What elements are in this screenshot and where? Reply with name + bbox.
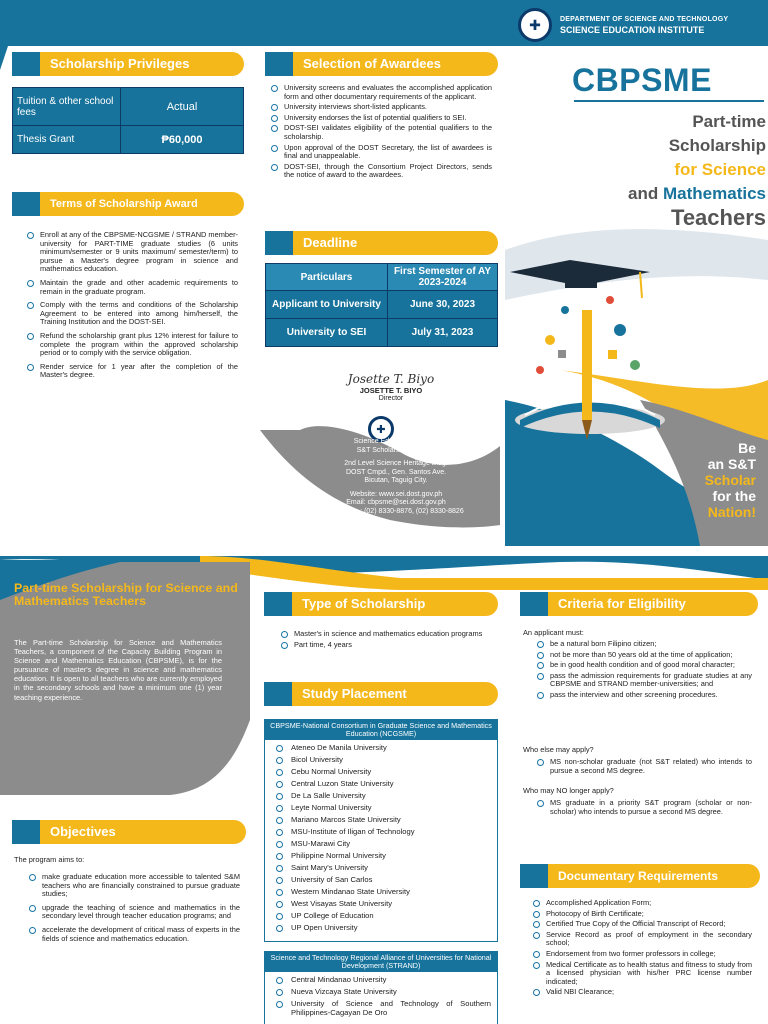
list-item: Certified True Copy of the Official Transcript of Record;	[532, 920, 752, 929]
ncgsme-box	[264, 719, 498, 942]
criteria-list	[536, 640, 752, 702]
list-item: be in good health condition and of good moral character;	[536, 661, 752, 670]
dost-branding	[518, 6, 762, 44]
strand-heading: Science and Technology Regional Alliance of Universities for National Development (STRAND)	[265, 952, 497, 972]
list-item: Central Mindanao University	[275, 976, 491, 985]
list-item: Bicol University	[275, 756, 491, 765]
list-item: DOST-SEI validates eligibility of the potential qualifiers to the scholarship.	[270, 124, 492, 141]
office-website: Website: www.sei.dost.gov.ph	[349, 490, 443, 498]
list-item: Leyte Normal University	[275, 804, 491, 813]
list-item: Endorsement from two former professors in college;	[532, 950, 752, 959]
office-info	[300, 438, 492, 516]
list-item: Medical Certificate as to health status and fitness to study from a licensed physician with his/her PRC license number indicated;	[532, 961, 752, 987]
strand-list	[265, 972, 497, 1017]
list-item: University of Science and Technology of Southern Philippines-Cagayan De Oro	[275, 1000, 491, 1017]
list-item: Photocopy of Birth Certificate;	[532, 910, 752, 919]
list-item: DOST-SEI, through the Consortium Project Directors, sends the notice of award to the awardees.	[270, 163, 492, 180]
selection-heading: Selection of Awardees	[265, 52, 498, 76]
who-else-list	[536, 758, 752, 777]
list-item: MSU-Institute of Iligan of Technology	[275, 828, 491, 837]
type-heading: Type of Scholarship	[264, 592, 498, 616]
signatory	[326, 372, 456, 402]
dost-logo-icon: ✚	[518, 8, 552, 42]
list-item: upgrade the teaching of science and mathematics in the secondary level through teacher education programs; and	[28, 904, 240, 921]
who-else-heading: Who else may apply?	[523, 745, 594, 754]
table-row	[266, 291, 498, 319]
deadline-table	[265, 263, 498, 347]
type-list	[280, 630, 494, 651]
who-not-heading: Who may NO longer apply?	[523, 786, 614, 795]
list-item: Nueva Vizcaya State University	[275, 988, 491, 997]
signatory-name: JOSETTE T. BIYO	[359, 386, 423, 395]
list-item: Refund the scholarship grant plus 12% interest for failure to complete the program within the approved scholarship period or to comply with the service obligation.	[26, 332, 238, 358]
selection-list	[270, 84, 492, 182]
privilege-value: ₱60,000	[121, 126, 244, 154]
office-address-2: DOST Cmpd., Gen. Santos Ave.	[345, 468, 447, 476]
list-item: pass the interview and other screening procedures.	[536, 691, 752, 700]
list-item: MS non-scholar graduate (not S&T related) who intends to pursue a second MS degree.	[536, 758, 752, 775]
privilege-value: Actual	[121, 88, 244, 126]
list-item: Upon approval of the DOST Secretary, the list of awardees is final and unappealable.	[270, 144, 492, 161]
list-item: make graduate education more accessible to talented S&M teachers who are financially constrained to pursue graduate studies;	[28, 873, 240, 899]
list-item: Mariano Marcos State University	[275, 816, 491, 825]
deadline-label: University to SEI	[266, 319, 388, 347]
table-row	[266, 319, 498, 347]
list-item: Accomplished Application Form;	[532, 899, 752, 908]
cover-slogan: Be an S&T Scholar for the Nation!	[704, 440, 756, 520]
deadline-date: June 30, 2023	[388, 291, 498, 319]
intro-text: The Part-time Scholarship for Science and Mathematics Teachers, a component of the Capacity Building Program in Science and Mathematics Education (CBPSME), is for the pursuance of master's degree in science and mathematics education. It is open to all teachers who are currently employed in the secondary schools and have a minimum one (1) year teaching experience.	[14, 638, 222, 702]
deadline-date: July 31, 2023	[388, 319, 498, 347]
list-item: Philippine Normal University	[275, 852, 491, 861]
privilege-label: Thesis Grant	[13, 126, 121, 154]
list-item: not be more than 50 years old at the time of application;	[536, 651, 752, 660]
objectives-heading: Objectives	[12, 820, 246, 844]
privilege-label: Tuition & other school fees	[13, 88, 121, 126]
criteria-heading: Criteria for Eligibility	[520, 592, 758, 616]
office-email: Email: cbpsme@sei.dost.gov.ph	[346, 499, 446, 506]
list-item: MS graduate in a priority S&T program (scholar or non-scholar) who intends to pursue a second MS degree.	[536, 799, 752, 816]
list-item: Maintain the grade and other academic requirements to remain in the graduate program.	[26, 279, 238, 296]
org-line2: SCIENCE EDUCATION INSTITUTE	[560, 25, 705, 35]
list-item: University endorses the list of potential qualifiers to SEI.	[270, 114, 492, 123]
list-item: Central Luzon State University	[275, 780, 491, 789]
objectives-intro: The program aims to:	[14, 855, 85, 864]
cover-divider	[574, 100, 764, 102]
terms-list	[26, 231, 238, 385]
office-phone: Phone no.: (02) 8330-8876, (02) 8330-8826	[328, 507, 464, 515]
signature: Josette T. Biyo	[347, 372, 435, 386]
privileges-table	[12, 87, 244, 154]
strand-box	[264, 951, 498, 1024]
cover-acronym: CBPSME	[572, 62, 712, 98]
office-address-3: Bicutan, Taguig City.	[364, 477, 428, 484]
privileges-heading: Scholarship Privileges	[12, 52, 244, 76]
table-row	[266, 264, 498, 291]
docs-list	[532, 899, 752, 999]
list-item: De La Salle University	[275, 792, 491, 801]
list-item: Saint Mary's University	[275, 864, 491, 873]
intro-title: Part-time Scholarship for Science and Mathematics Teachers	[14, 581, 238, 608]
list-item: Render service for 1 year after the completion of the Master's degree.	[26, 363, 238, 380]
placement-heading: Study Placement	[264, 682, 498, 706]
deadline-col-particulars: Particulars	[266, 264, 388, 291]
deadline-heading: Deadline	[265, 231, 498, 255]
who-not-list	[536, 799, 752, 818]
cover-subtitle: Part-time Scholarship for Science and Mathematics Teachers	[628, 112, 766, 230]
table-row	[13, 126, 244, 154]
signatory-role: Director	[378, 395, 404, 402]
list-item: pass the admission requirements for graduate studies at any CBPSME and STRAND member-universities; and	[536, 672, 752, 689]
list-item: West Visayas State University	[275, 900, 491, 909]
table-row	[13, 88, 244, 126]
list-item: University screens and evaluates the accomplished application form and other documentary requirements of the applicant.	[270, 84, 492, 101]
list-item: Enroll at any of the CBPSME-NCGSME / STRAND member- university for PART-TIME graduate studies (6 units minimum/semester or 9 units maximum/ semester/term) to pursue a Master's degree program in science and mathematics education.	[26, 231, 238, 274]
list-item: be a natural born Filipino citizen;	[536, 640, 752, 649]
list-item: Comply with the terms and conditions of the Scholarship Agreement to be entered into among him/herself, the Training Institution and the DOST-SEI.	[26, 301, 238, 327]
list-item: Cebu Normal University	[275, 768, 491, 777]
list-item: University of San Carlos	[275, 876, 491, 885]
objectives-list	[28, 873, 240, 948]
deadline-label: Applicant to University	[266, 291, 388, 319]
list-item: Ateneo De Manila University	[275, 744, 491, 753]
list-item: Part time, 4 years	[280, 641, 494, 650]
list-item: Valid NBI Clearance;	[532, 988, 752, 997]
list-item: Master's in science and mathematics education programs	[280, 630, 494, 639]
office-address-1: 2nd Level Science Heritage Bldg.	[344, 460, 448, 467]
ncgsme-list	[265, 740, 497, 932]
criteria-intro: An applicant must:	[523, 628, 584, 637]
list-item: UP Open University	[275, 924, 491, 933]
office-division: S&T Scholarship Division	[356, 446, 436, 454]
list-item: Service Record as proof of employment in the secondary school;	[532, 931, 752, 948]
list-item: Western Mindanao State University	[275, 888, 491, 897]
deadline-col-semester: First Semester of AY 2023-2024	[388, 264, 498, 291]
sei-logo-icon: ✚	[368, 416, 394, 442]
terms-heading: Terms of Scholarship Award	[12, 192, 244, 216]
list-item: MSU-Marawi City	[275, 840, 491, 849]
list-item: University interviews short-listed applicants.	[270, 103, 492, 112]
list-item: accelerate the development of critical mass of experts in the fields of science and mathematics education.	[28, 926, 240, 943]
list-item: UP College of Education	[275, 912, 491, 921]
org-line1: DEPARTMENT OF SCIENCE AND TECHNOLOGY	[560, 16, 729, 23]
office-name: Science Education Institute	[353, 438, 439, 445]
ncgsme-heading: CBPSME-National Consortium in Graduate Science and Mathematics Education (NCGSME)	[265, 720, 497, 740]
docs-heading: Documentary Requirements	[520, 864, 760, 888]
